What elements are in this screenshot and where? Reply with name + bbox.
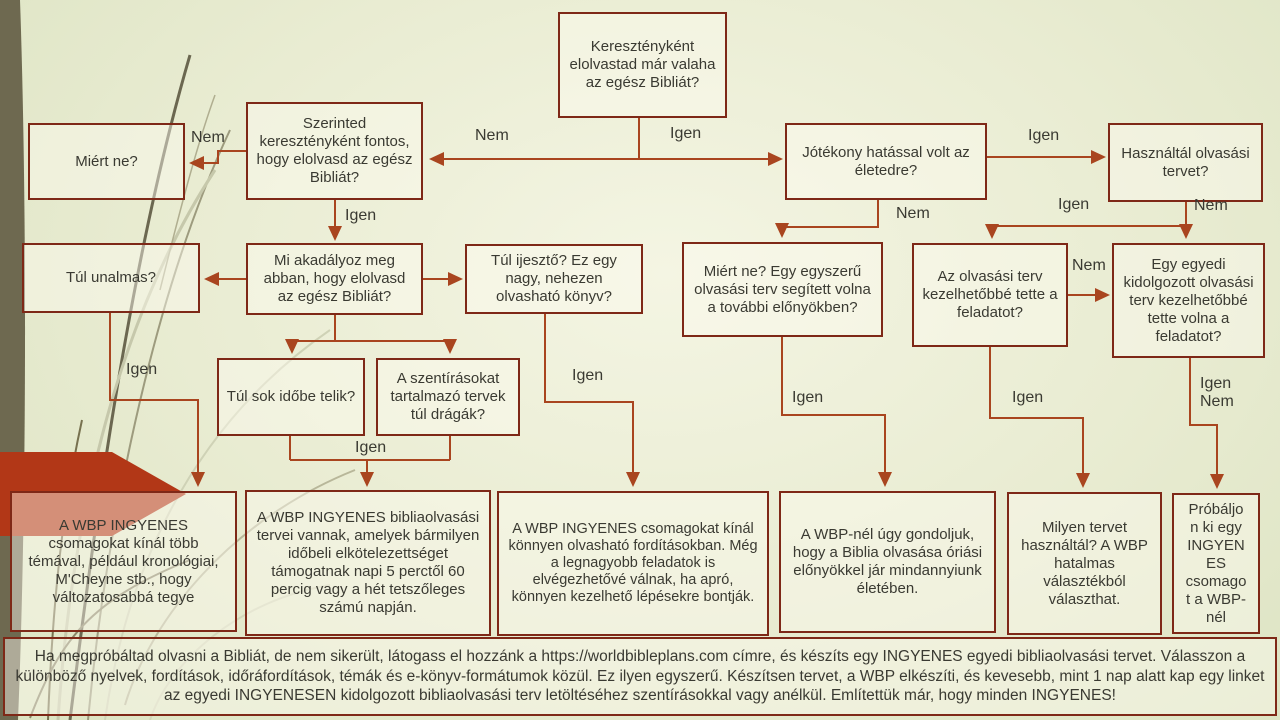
edge-label-customplan-no: Nem (1200, 393, 1234, 410)
edge-label-scary-yes: Igen (572, 367, 604, 384)
edge-usedplan-yes (992, 226, 1186, 237)
node-why-not-1: Miért ne? (28, 123, 185, 200)
node-answer-try-free: Próbáljon ki egy INGYENES csomagot a WBP-nél (1172, 493, 1260, 634)
node-why-not-2: Miért ne? Egy egyszerű olvasási terv segített volna a további előnyökben? (682, 242, 883, 337)
node-too-much-time: Túl sok időbe telik? (217, 358, 365, 436)
node-answer-huge-selection: Milyen tervet használtál? A WBP hatalmas választékból választhat. (1007, 492, 1162, 635)
node-answer-readable-translations: A WBP INGYENES csomagokat kínál könnyen olvasható fordításokban. Még a legnagyobb feladatok is elvégezhetővé válnak, ha apró, könnyen kezelhető lépésekre bontják. (497, 491, 769, 636)
edge-scary-yes (545, 313, 633, 485)
edge-whynot2-yes (782, 337, 885, 485)
edge-label-join-yes: Igen (355, 439, 387, 456)
edge-boring-yes (110, 313, 198, 485)
edge-label-benefit-yes: Igen (1028, 127, 1060, 144)
edge-label-usedplan-yes: Igen (1058, 196, 1090, 213)
edge-label-manageable-no: Nem (1072, 257, 1106, 274)
node-plan-manageable: Az olvasási terv kezelhetőbbé tette a feladatot? (912, 243, 1068, 347)
edge-label-usedplan-no: Nem (1194, 197, 1228, 214)
node-answer-themes: A WBP INGYENES csomagokat kínál több témával, például kronológiai, M'Cheyne stb., hogy változatosabbá tegye (10, 491, 237, 632)
node-plans-expensive: A szentírásokat tartalmazó tervek túl drágák? (376, 358, 520, 436)
node-benefit-life: Jótékony hatással volt az életedre? (785, 123, 987, 200)
edge-label-important-no: Nem (191, 129, 225, 146)
edge-label-top-yes: Igen (670, 125, 702, 142)
node-read-whole-bible: Keresztényként elolvastad már valaha az egész Bibliát? (558, 12, 727, 118)
edge-label-important-yes: Igen (345, 207, 377, 224)
node-used-reading-plan: Használtál olvasási tervet? (1108, 123, 1263, 202)
node-answer-time-plans: A WBP INGYENES bibliaolvasási tervei vannak, amelyek bármilyen időbeli elkötelezettséget támogatnak napi 5 perctől 60 percig vagy a hét tetszőleges számú napján. (245, 490, 491, 636)
edge-label-top-no: Nem (475, 127, 509, 144)
edge-obstacle-cost (335, 341, 450, 352)
node-too-boring: Túl unalmas? (22, 243, 200, 313)
edge-obstacle-time (292, 341, 335, 352)
edge-important-no (191, 151, 246, 163)
edge-label-manageable-yes: Igen (1012, 389, 1044, 406)
edge-label-whynot2-yes: Igen (792, 389, 824, 406)
node-important-as-christian: Szerinted keresztényként fontos, hogy elolvasd az egész Bibliát? (246, 102, 423, 200)
edge-label-customplan-yes: Igen (1200, 375, 1232, 392)
node-too-scary: Túl ijesztő? Ez egy nagy, nehezen olvasható könyv? (465, 244, 643, 314)
node-what-prevents: Mi akadályoz meg abban, hogy elolvasd az egész Bibliát? (246, 243, 423, 315)
node-custom-plan-manageable: Egy egyedi kidolgozott olvasási terv kezelhetőbbé tette volna a feladatot? (1112, 243, 1265, 358)
edge-benefit-no (782, 200, 878, 236)
node-answer-huge-benefits: A WBP-nél úgy gondoljuk, hogy a Biblia olvasása óriási előnyökkel jár mindannyiunk életében. (779, 491, 996, 633)
bottom-banner: Ha megpróbáltad olvasni a Bibliát, de nem sikerült, látogass el hozzánk a https://worldbibleplans.com címre, és készíts egy INGYENES egyedi bibliaolvasási tervet. Válasszon a különböző nyelvek, fordítások, időráfordítások, témák és e-könyv-formátumok közül. Ez ilyen egyszerű. Készítsen tervet, a WBP elkészíti, és kevesebb, mint 1 nap alatt kap egy linket az egyedi INGYENESEN kidolgozott bibliaolvasási terv letöltéséhez szentírásokkal vagy anélkül. Említettük már, hogy minden INGYENES! (3, 637, 1277, 716)
edge-manageable-yes (990, 347, 1083, 486)
edge-label-benefit-no: Nem (896, 205, 930, 222)
edge-label-boring-yes: Igen (126, 361, 158, 378)
